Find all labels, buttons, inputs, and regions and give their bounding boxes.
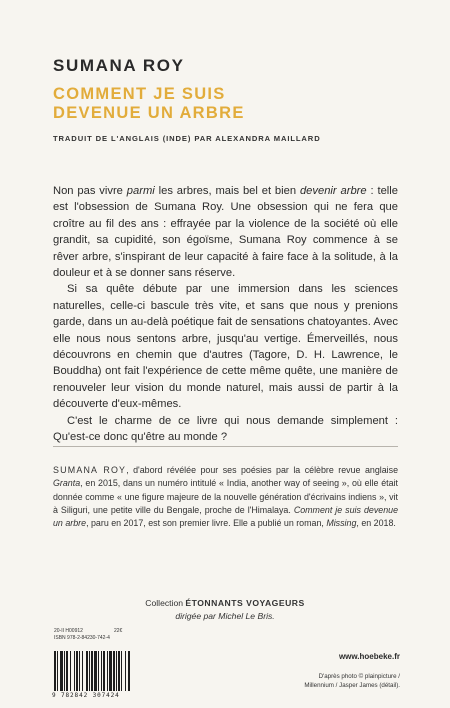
translator-credit: TRADUIT DE L'ANGLAIS (INDE) PAR ALEXANDRA MAILLARD bbox=[53, 134, 321, 143]
collection-name: ÉTONNANTS VOYAGEURS bbox=[185, 598, 305, 608]
author-bio: SUMANA ROY, d'abord révélée pour ses poésies par la célèbre revue anglaise Granta, en 2015, dans un numéro intitulé « India, another way of seeing », où elle était donnée comme « une figure majeure de la nouvelle génération d'écrivains indiens », vit à Siliguri, une petite ville du Bengale, proche de l'Himalaya. Comment je suis devenue un arbre, paru en 2017, est son premier livre. Elle a publié un roman, Missing, en 2018. bbox=[53, 465, 399, 529]
title-line-2: DEVENUE UN ARBRE bbox=[53, 104, 245, 122]
barcode-number: 9 782842 307424 bbox=[52, 692, 120, 699]
back-cover-blurb bbox=[53, 183, 398, 446]
collection-line: Collection ÉTONNANTS VOYAGEURS bbox=[145, 598, 305, 608]
bio-author-name: SUMANA ROY bbox=[53, 465, 127, 475]
publisher-website: www.hoebeke.fr bbox=[338, 652, 400, 661]
blurb-paragraph-1: Non pas vivre parmi les arbres, mais bel et bien devenir arbre : telle est l'obsession de Sumana Roy. Une obsession qui ne fera que croître au fil des ans : effrayée par la violence de la société où elle grandit, sa cupidité, son égoïsme, Sumana Roy commence à se rêver arbre, s'inspirant de leur capacité à faire face à la solitude, à la douleur et à se donner sans réserve. bbox=[53, 185, 398, 280]
photo-credit-line-1: D'après photo © plainpicture / bbox=[318, 673, 400, 680]
barcode bbox=[52, 651, 160, 693]
collection-info bbox=[0, 597, 450, 622]
blurb-paragraph-2: Si sa quête débute par une immersion dans les sciences naturelles, celle-ci bascule très vite, et sans que nous y prenions garde, dans un au-delà poétique fait de sensations chatoyantes. Avec elle nous nous sentons arbre, jusqu'au vertige. Émerveillés, nous découvrons en chemin que d'autres (Tagore, D. H. Lawrence, le Bouddha) ont fait l'expérience de cette même quête, une manière de renouveler leur vision du monde naturel, mais aussi de partir à la découverte d'eux-mêmes. bbox=[53, 283, 398, 411]
blurb-paragraph-3: C'est le charme de ce livre qui nous demande simplement : Qu'est-ce donc qu'être au monde ? bbox=[53, 414, 398, 444]
product-code: 20-II H00912 bbox=[54, 628, 83, 634]
product-codes bbox=[54, 628, 123, 642]
title-line-1: COMMENT JE SUIS bbox=[53, 85, 226, 103]
collection-director: dirigée par Michel Le Bris. bbox=[175, 610, 275, 621]
section-divider bbox=[53, 446, 398, 447]
book-title bbox=[53, 85, 245, 123]
photo-credits bbox=[270, 672, 400, 690]
isbn: ISBN 978-2-84230-742-4 bbox=[54, 635, 110, 641]
author-heading: SUMANA ROY bbox=[53, 56, 185, 75]
price: 22€ bbox=[114, 628, 123, 634]
photo-credit-line-2: Millennium / Jasper James (détail). bbox=[304, 682, 400, 689]
